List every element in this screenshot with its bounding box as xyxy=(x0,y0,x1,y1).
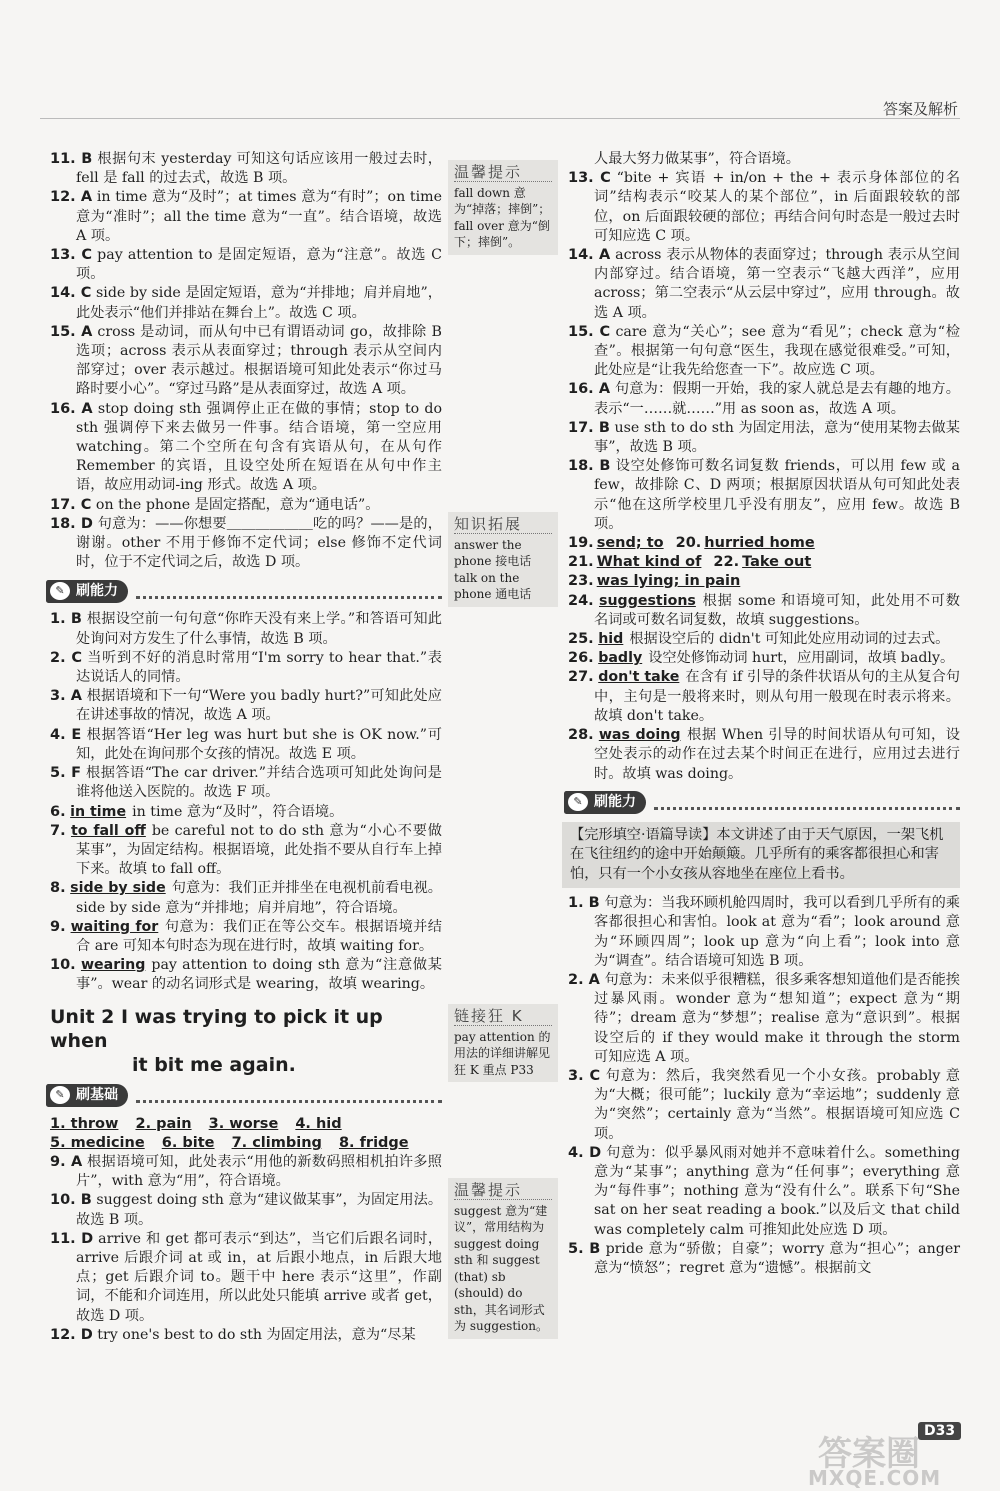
answer-2: 2. pain xyxy=(135,1115,192,1132)
answer-explanation: 句意为：未来似乎很糟糕，很多乘客想知道他们是否能挨过暴风雨。wonder 意为“想知道”；expect 意为“期待”；dream 意为“梦想”；realise 意为“意识到”。根据设空后的 if they would make it through the storm 可知应选 A 项。 xyxy=(594,972,960,1065)
answer-number: 8. xyxy=(50,880,66,897)
answer-entry xyxy=(50,1191,442,1229)
answer-number: 1. B xyxy=(568,895,600,912)
answer-explanation: 句意为：我们正在等公交车。根据语境并结合 are 可知本句时态为现在进行时，故填 waiting for。 xyxy=(76,918,442,954)
answer-entry xyxy=(568,649,960,668)
answer-8: 8. fridge xyxy=(338,1134,409,1151)
answer-number: 2. C xyxy=(50,649,82,666)
answer-fill: don't take xyxy=(598,669,680,686)
answer-entry xyxy=(568,894,960,971)
answer-explanation: across 表示从物体的表面穿过；through 表示从空间内部穿过。结合语境，第一空表示“飞越大西洋”，应用 across；第二空表示“从云层中穿过”，应用 through。故选 A 项。 xyxy=(594,247,960,321)
watermark-url: MXQE.COM xyxy=(808,1466,942,1490)
answer-number: 21. xyxy=(568,554,594,571)
answer-number: 27. xyxy=(568,669,594,686)
sidebar-title: 知识拓展 xyxy=(454,516,552,534)
answer-explanation: use sth to do sth 为固定用法，意为“使用某物去做某事”，故选 B 项。 xyxy=(594,419,960,456)
answer-explanation: 根据答语“Her leg was hurt but she is OK now.”可知，此处在询问那个女孩的情况。故选 E 项。 xyxy=(76,726,442,762)
right-answers-c xyxy=(568,894,960,1278)
pencil-icon: ✎ xyxy=(50,582,70,600)
answer-fill: in time xyxy=(70,803,127,820)
answer-explanation: on the phone 是固定搭配，意为“通电话”。 xyxy=(95,496,380,513)
reading-guide: 【完形填空·语篇导读】本文讲述了由于天气原因，一架飞机在飞往纽约的途中开始颠簸。几乎所有的乘客都很担心和害怕，只有一个小女孩从容地坐在座位上看书。 xyxy=(562,822,960,889)
answer-explanation: 句意为：似乎暴风雨对她并不意味着什么。something 意为“某事”；anything 意为“任何事”；everything 意为“每件事”；nothing 意为“没有什么”。联系下句“She sat on her seat reading a book.”以及后文 that child was completely calm 可推知此处应选 D 项。 xyxy=(594,1144,960,1238)
answer-explanation: suggest doing sth 意为“建议做某事”，为固定用法。故选 B 项。 xyxy=(76,1192,443,1228)
answer-entry xyxy=(50,687,442,725)
answer-entry xyxy=(50,1153,442,1191)
answer-entry xyxy=(50,764,442,802)
answer-number: 3. A xyxy=(50,688,83,705)
answer-line xyxy=(568,572,960,591)
left-answers-c xyxy=(50,1153,442,1345)
right-column xyxy=(568,150,960,1278)
answer-line-2 xyxy=(50,1134,442,1153)
answer-number: 24. xyxy=(568,592,594,609)
answer-number: 10. xyxy=(50,957,76,974)
answer-number: 15. A xyxy=(50,323,93,340)
answer-number: 14. A xyxy=(568,247,611,264)
answer-explanation: 根据句末 yesterday 可知这句话应该用一般过去时，fell 是 fall 的过去式，故选 B 项。 xyxy=(76,151,442,187)
answer-entry xyxy=(50,400,442,496)
answer-fill: hid xyxy=(598,631,624,648)
answer-entry xyxy=(568,1240,960,1278)
sidebar-title: 温馨提示 xyxy=(454,1182,552,1200)
answer-entry xyxy=(568,457,960,534)
answer-explanation: 句意为：当我环顾机舱四周时，我可以看到几乎所有的乘客都很担心和害怕。look at 意为“看”；look around 意为“环顾四周”；look up 意为“向上看”；look into 意为“调查”。结合语境可知选 B 项。 xyxy=(594,895,960,969)
answer-number: 26. xyxy=(568,650,594,667)
sidebar-body: suggest 意为“建议”，常用结构为 suggest doing sth 和 suggest (that) sb (should) do sth，其名词形式为 suggestion。 xyxy=(454,1203,548,1333)
pencil-icon: ✎ xyxy=(50,1086,70,1104)
section-tag-ability-1 xyxy=(46,578,442,604)
section-label: 刷能力 xyxy=(76,582,118,599)
right-answers-b xyxy=(568,592,960,784)
answer-explanation: be careful not to do sth 意为“小心不要做某事”，为固定结构。根据语境，此处指不要从自行车上掉下来。故填 to fall off。 xyxy=(76,822,442,878)
answer-line-1 xyxy=(50,1115,442,1134)
answer-fill: Take out xyxy=(742,554,812,571)
answer-fill: hurried home xyxy=(704,535,815,552)
answer-number: 4. E xyxy=(50,726,82,743)
pencil-icon: ✎ xyxy=(568,793,588,811)
answer-explanation: pride 意为“骄傲；自豪”；worry 意为“担心”；anger 意为“愤怒”；regret 意为“遗憾”。根据前文 xyxy=(594,1240,961,1277)
answer-4: 4. hid xyxy=(295,1115,342,1132)
answer-number: 13. C xyxy=(568,170,611,187)
answer-fill: wearing xyxy=(80,957,146,974)
answer-fill: was doing xyxy=(598,727,681,744)
answer-entry xyxy=(568,668,960,726)
answer-entry xyxy=(568,971,960,1067)
answer-explanation: stop doing sth 强调停止正在做的事情；stop to do sth 强调停下来去做另一件事。结合语境，第一空应用 watching。第二个空所在句含有宾语从句，在从句作 Remember 的宾语，且设空处所在短语在从句中作主语，故应用动词-ing 形式。故选 A 项。 xyxy=(76,400,442,494)
answer-entry xyxy=(568,323,960,381)
dotted-rule xyxy=(136,584,442,599)
section-badge xyxy=(564,791,646,814)
answer-explanation: pay attention to doing sth 意为“注意做某事”。wear 的动名词形式是 wearing，故填 wearing。 xyxy=(76,957,442,993)
answer-entry xyxy=(568,1144,960,1240)
header-divider xyxy=(40,118,960,119)
answer-fill: waiting for xyxy=(70,918,159,935)
answer-explanation: 根据 some 和语境可知，此处用不可数名词或可数名词复数，故填 suggestions。 xyxy=(594,592,960,628)
answer-entry xyxy=(50,956,442,994)
answer-number: 5. F xyxy=(50,765,82,782)
dotted-rule xyxy=(654,795,960,810)
answer-number: 2. A xyxy=(568,972,600,989)
answer-explanation: 在含有 if 引导的条件状语从句的主从复合句中，主句是一般将来时，则从句用一般现在时表示将来。故填 don't take。 xyxy=(594,669,960,724)
answer-fill: side by side xyxy=(70,880,166,897)
answer-explanation: 句意为：——你想要＿＿＿＿＿＿吃的吗？——是的，谢谢。other 不用于修饰不定代词；else 修饰不定代词时，位于不定代词之后，故选 D 项。 xyxy=(76,515,442,571)
answer-5: 5. medicine xyxy=(50,1134,145,1151)
section-tag-basic xyxy=(46,1083,442,1109)
unit-title-line1: Unit 2 I was trying to pick it up when xyxy=(50,1005,383,1052)
dotted-rule xyxy=(136,1088,442,1103)
answer-number: 5. B xyxy=(568,1240,601,1257)
answer-number: 17. C xyxy=(50,496,92,513)
answer-number: 25. xyxy=(568,631,594,648)
answer-explanation: 根据答语“The car driver.”并结合选项可知此处询问是谁将他送入医院的。故选 F 项。 xyxy=(76,765,442,801)
answer-entry xyxy=(568,592,960,630)
answer-number: 12. D xyxy=(50,1326,93,1343)
answer-fill: badly xyxy=(598,650,643,667)
section-badge xyxy=(46,580,128,603)
left-answers-b xyxy=(50,610,442,994)
answer-6: 6. bite xyxy=(161,1134,215,1151)
answer-number: 1. B xyxy=(50,611,82,628)
answer-entry xyxy=(50,803,442,822)
section-label: 刷基础 xyxy=(76,1086,118,1103)
answer-number: 19. xyxy=(568,535,594,552)
answer-number: 18. B xyxy=(568,458,611,475)
answer-entry xyxy=(568,380,960,418)
page-number: D33 xyxy=(918,1422,961,1440)
unit-title xyxy=(50,1005,442,1077)
answer-number: 16. A xyxy=(568,381,611,398)
answer-number: 11. B xyxy=(50,151,93,167)
answer-explanation: “bite + 宾语 + in/on + the + 表示身体部位的名词”结构表示“咬某人的某个部位”，in 后面跟较软的部位，on 后面跟较硬的部位；再结合问句时态是一般过去时可知应选 C 项。 xyxy=(594,170,961,244)
answer-entry xyxy=(50,515,442,573)
sidebar-tip-3 xyxy=(448,1004,558,1082)
answer-explanation: care 意为“关心”；see 意为“看见”；check 意为“检查”。根据第一句句意“医生，我现在感觉很难受。”可知，此处应是“让我先给您查一下”。故应选 C 项。 xyxy=(594,323,960,379)
answer-explanation: 根据设空前一句句意“你昨天没有来上学。”和答语可知此处询问对方发生了什么事情，故选 B 项。 xyxy=(76,611,442,647)
answer-entry xyxy=(50,879,442,917)
answer-explanation: side by side 是固定短语，意为“并排地；肩并肩地”，此处表示“他们并排站在舞台上”。故选 C 项。 xyxy=(76,285,442,321)
answer-entry xyxy=(50,726,442,764)
answer-entry xyxy=(568,169,960,246)
answer-explanation: try one's best to do sth 为固定用法，意为“尽某 xyxy=(97,1326,416,1343)
answer-entry xyxy=(50,284,442,322)
answer-explanation: 当听到不好的消息时常用“I'm sorry to hear that.”表达说话人的同情。 xyxy=(76,649,442,686)
answer-entry xyxy=(50,246,442,284)
answer-explanation: in time 意为“及时”，符合语境。 xyxy=(132,803,344,820)
right-answer-lines xyxy=(568,534,960,592)
answer-number: 18. D xyxy=(50,515,93,532)
answer-number: 15. C xyxy=(568,323,611,340)
section-label: 刷能力 xyxy=(594,794,636,811)
answer-number: 3. C xyxy=(568,1068,601,1085)
answer-1: 1. throw xyxy=(50,1115,119,1132)
sidebar-tip-4 xyxy=(448,1178,558,1339)
answer-entry xyxy=(568,246,960,323)
answer-explanation: 句意为：然后，我突然看见一个小女孩。probably 意为“大概；很可能”；luckily 意为“幸运地”；suddenly 意为“突然”；certainly 意为“当然”。根据语境可知应选 C 项。 xyxy=(594,1068,960,1142)
answer-explanation: 根据设空后的 didn't 可知此处应用动词的过去式。 xyxy=(629,631,950,648)
answer-entry xyxy=(50,188,442,246)
answer-entry xyxy=(568,1067,960,1144)
answer-number: 9. A xyxy=(50,1153,83,1170)
answer-entry xyxy=(50,323,442,400)
answer-entry xyxy=(50,822,442,880)
answer-number: 4. D xyxy=(568,1144,602,1161)
answer-fill: was lying; in pain xyxy=(596,573,741,590)
sidebar-body: fall down 意为“掉落；摔倒”；fall over 意为“倒下；摔倒”。 xyxy=(454,185,551,249)
left-column xyxy=(50,150,442,1345)
sidebar-tip-2 xyxy=(448,512,558,607)
answer-explanation: in time 意为“及时”；at times 意为“有时”；on time 意为“准时”；all the time 意为“一直”。结合语境，故选 A 项。 xyxy=(76,189,442,244)
answer-entry xyxy=(50,649,442,687)
answer-line xyxy=(568,553,960,572)
section-tag-ability-2 xyxy=(564,790,960,816)
answer-number: 13. C xyxy=(50,247,93,264)
answer-entry xyxy=(50,918,442,956)
answer-explanation: 根据 When 引导的时间状语从句可知，设空处表示的动作在过去某个时间正在进行，应用过去进行时。故填 was doing。 xyxy=(594,727,960,782)
answer-fill: send; to xyxy=(596,535,664,552)
answer-number: 12. A xyxy=(50,189,93,206)
answer-explanation: 设空处修饰动词 hurt，应用副词，故填 badly。 xyxy=(648,650,955,667)
answer-entry xyxy=(50,1326,442,1345)
answer-entry xyxy=(50,610,442,648)
answer-number: 11. D xyxy=(50,1230,94,1247)
answer-line xyxy=(568,534,960,553)
answer-7: 7. climbing xyxy=(231,1134,322,1151)
sidebar-body: pay attention 的用法的详细讲解见狂 K 重点 P33 xyxy=(454,1029,551,1077)
watermark-logo: 答案圈 xyxy=(818,1434,920,1474)
answer-number: 23. xyxy=(568,573,594,590)
answer-entry xyxy=(50,150,442,188)
answer-fill: to fall off xyxy=(70,822,146,839)
sidebar-body: answer the phone 接电话 talk on the phone 通电话 xyxy=(454,537,532,601)
answer-entry xyxy=(568,726,960,784)
answer-entry xyxy=(50,1230,442,1326)
answer-explanation: 根据语境可知，此处表示“用他的新数码照相机拍许多照片”，with 意为“用”，符合语境。 xyxy=(76,1153,442,1190)
answer-explanation: 句意为：我们正并排坐在电视机前看电视。side by side 意为“并排地；肩并肩地”，符合语境。 xyxy=(76,880,442,916)
unit-title-line2: it bit me again. xyxy=(132,1053,296,1076)
answer-number: 14. C xyxy=(50,285,92,302)
answer-number: 20. xyxy=(675,535,702,552)
answer-explanation: pay attention to 是固定短语，意为“注意”。故选 C 项。 xyxy=(76,247,442,283)
answer-explanation: 设空处修饰可数名词复数 friends，可以用 few 或 a few，故排除 C、D 两项；根据原因状语从句可知此处表示“他在这所学校里几乎没有朋友”，应用 few。故选 B 项。 xyxy=(594,458,960,532)
answer-number: 7. xyxy=(50,822,66,839)
right-answers-a xyxy=(568,169,960,534)
answer-explanation: 根据语境和下一句“Were you badly hurt?”可知此处应在讲述事故的情况，故选 A 项。 xyxy=(76,688,442,724)
answer-number: 6. xyxy=(50,803,66,820)
answer-3: 3. worse xyxy=(208,1115,279,1132)
sidebar-title: 温馨提示 xyxy=(454,164,552,182)
continued-text: 人最大努力做某事”，符合语境。 xyxy=(594,151,800,167)
page-header-title: 答案及解析 xyxy=(882,100,958,118)
answer-number: 17. B xyxy=(568,419,610,436)
answer-entry xyxy=(568,419,960,457)
left-answers-a xyxy=(50,150,442,572)
answer-fill: suggestions xyxy=(599,592,696,609)
answer-number: 28. xyxy=(568,727,594,744)
sidebar-tip-1 xyxy=(448,160,558,255)
answer-number: 9. xyxy=(50,918,66,935)
answer-explanation: cross 是动词，而从句中已有谓语动词 go，故排除 B 选项；across 表示从表面穿过；through 表示从空间内部穿过；over 表示越过。根据语境可知此处表示“你过马路时要小心”。“穿过马路”是从表面穿过，故选 A 项。 xyxy=(76,323,442,398)
answer-number: 22. xyxy=(713,554,740,571)
answer-explanation: arrive 和 get 都可表示“到达”，当它们后跟名词时，arrive 后跟介词 at 或 in，at 后跟小地点，in 后跟大地点；get 后跟介词 to。题干中 here 表示“这里”，作副词，不能和介词连用，所以此处只能填 arrive 或者 get，故选 D 项。 xyxy=(76,1230,443,1324)
answer-number: 10. B xyxy=(50,1192,92,1209)
answer-number: 16. A xyxy=(50,400,93,417)
answer-entry xyxy=(568,630,960,649)
answer-fill: What kind of xyxy=(596,554,702,571)
sidebar-title: 链接狂 K xyxy=(454,1008,552,1026)
answer-explanation: 句意为：假期一开始，我的家人就总是去有趣的地方。表示“一……就……”用 as soon as，故选 A 项。 xyxy=(594,381,960,417)
answer-entry xyxy=(50,496,442,515)
section-badge xyxy=(46,1084,128,1107)
